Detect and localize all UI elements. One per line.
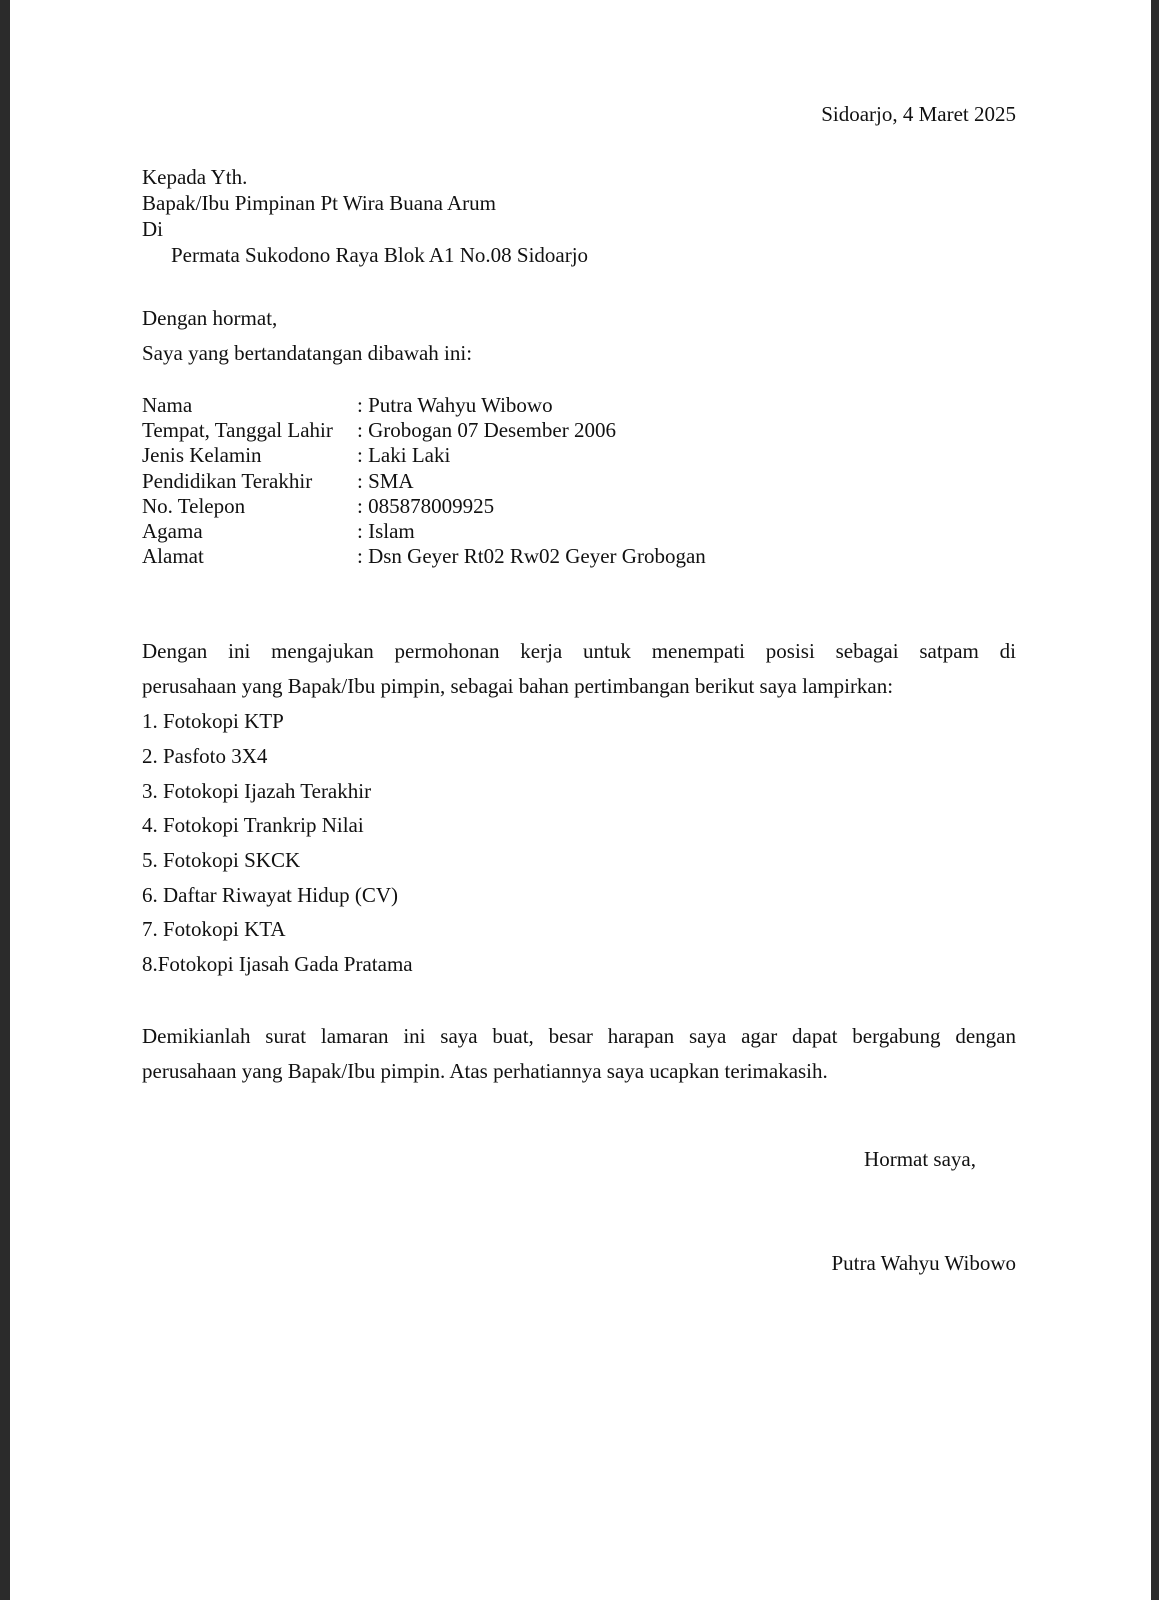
identity-label: Pendidikan Terakhir [142,469,313,493]
body-line-2: perusahaan yang Bapak/Ibu pimpin, sebagai bahan pertimbangan berikut saya lampirkan: [142,674,894,698]
identity-label: Agama [142,519,203,543]
identity-row-birth [142,417,942,443]
greeting: Dengan hormat, [142,306,278,330]
intro-line: Saya yang bertandatangan dibawah ini: [142,341,473,365]
identity-row-address [142,543,942,569]
identity-row-gender [142,442,942,468]
identity-row-education [142,468,942,494]
identity-label: Tempat, Tanggal Lahir [142,418,333,442]
identity-row-phone [142,493,942,519]
place-date: Sidoarjo, 4 Maret 2025 [821,102,1016,126]
identity-value: : Putra Wahyu Wibowo [357,393,553,417]
identity-label: Alamat [142,544,204,568]
identity-value: : SMA [357,469,414,493]
recipient-line-2: Bapak/Ibu Pimpinan Pt Wira Buana Arum [142,191,496,215]
regards: Hormat saya, [864,1147,976,1171]
identity-value: : Dsn Geyer Rt02 Rw02 Geyer Grobogan [357,544,706,568]
closing-line-1: Demikianlah surat lamaran ini saya buat, besar harapan saya agar dapat bergabung dengan [142,1024,1016,1048]
attachment-item: 5. Fotokopi SKCK [142,848,301,872]
identity-value: : Laki Laki [357,443,451,467]
recipient-line-3: Di [142,217,163,241]
identity-label: Jenis Kelamin [142,443,262,467]
recipient-line-1: Kepada Yth. [142,165,248,189]
identity-label: No. Telepon [142,494,246,518]
signature-name: Putra Wahyu Wibowo [831,1251,1016,1275]
identity-label: Nama [142,393,193,417]
attachment-item: 3. Fotokopi Ijazah Terakhir [142,779,372,803]
attachment-item: 1. Fotokopi KTP [142,709,284,733]
body-line-1: Dengan ini mengajukan permohonan kerja untuk menempati posisi sebagai satpam di [142,639,1016,663]
identity-value: : Grobogan 07 Desember 2006 [357,418,616,442]
letter-page [10,0,1151,1600]
attachment-item: 6. Daftar Riwayat Hidup (CV) [142,883,399,907]
closing-line-2: perusahaan yang Bapak/Ibu pimpin. Atas perhatiannya saya ucapkan terimakasih. [142,1059,828,1083]
attachment-item: 7. Fotokopi KTA [142,917,286,941]
identity-row-religion [142,518,942,544]
attachment-item: 2. Pasfoto 3X4 [142,744,268,768]
attachment-item: 8.Fotokopi Ijasah Gada Pratama [142,952,413,976]
recipient-address: Permata Sukodono Raya Blok A1 No.08 Sidoarjo [171,243,589,267]
identity-value: : 085878009925 [357,494,495,518]
identity-row-name [142,392,942,418]
identity-value: : Islam [357,519,415,543]
attachment-item: 4. Fotokopi Trankrip Nilai [142,813,364,837]
